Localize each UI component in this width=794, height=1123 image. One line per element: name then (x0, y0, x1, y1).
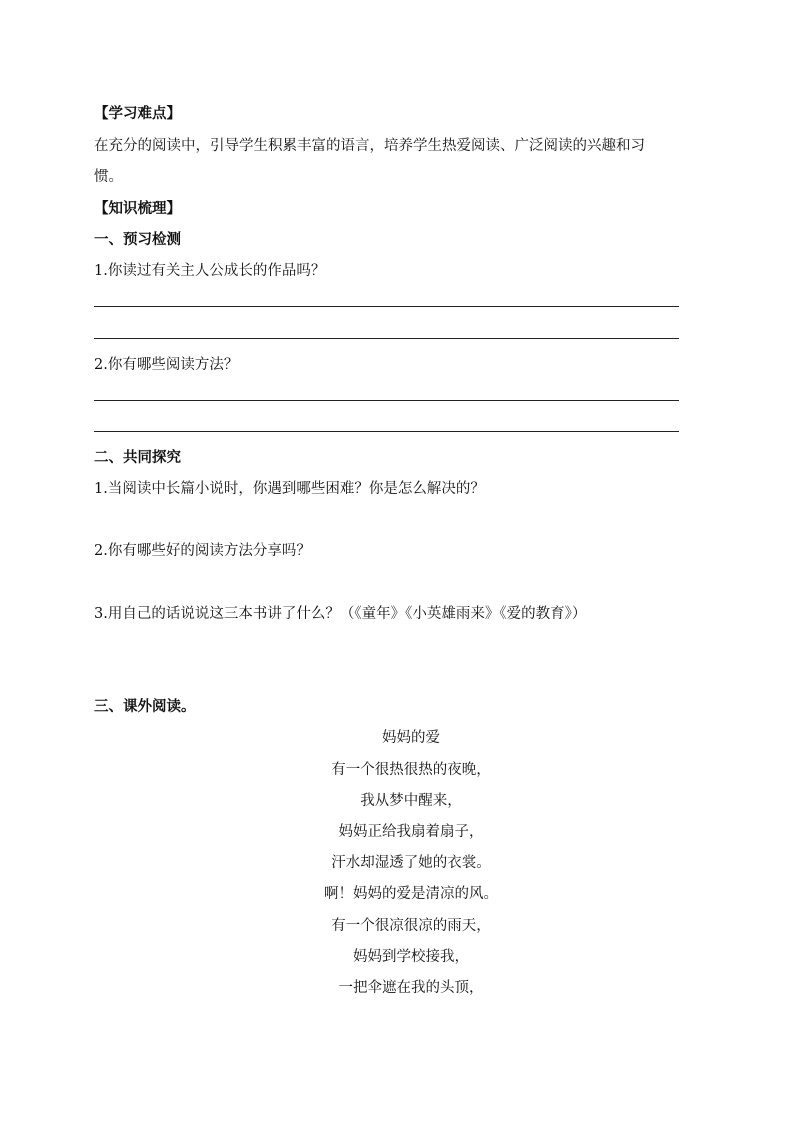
explore-question-3: 3.用自己的话说说这三本书讲了什么？（《童年》《小英雄雨来》《爱的教育》） (94, 606, 587, 622)
poem-line: 妈妈正给我扇着扇子， (338, 824, 484, 840)
poem-title: 妈妈的爱 (382, 730, 440, 746)
answer-line (94, 431, 679, 432)
answer-line (94, 400, 679, 401)
subsection-heading-reading: 三、课外阅读。 (94, 699, 196, 715)
poem-line: 汗水却湿透了她的衣裳。 (331, 855, 491, 871)
difficulty-text-line-2: 惯。 (94, 169, 123, 185)
answer-line (94, 306, 679, 307)
explore-question-1: 1.当阅读中长篇小说时，你遇到哪些困难？你是怎么解决的？ (94, 481, 485, 497)
poem-line: 一把伞遮在我的头顶， (338, 980, 484, 996)
section-heading-difficulty: 【学习难点】 (94, 106, 181, 122)
poem-line: 妈妈到学校接我， (353, 949, 469, 965)
subsection-heading-preview: 一、预习检测 (94, 232, 181, 248)
preview-question-2: 2.你有哪些阅读方法？ (94, 357, 239, 373)
section-heading-knowledge: 【知识梳理】 (94, 201, 181, 217)
subsection-heading-explore: 二、共同探究 (94, 450, 181, 466)
difficulty-text-line-1: 在充分的阅读中，引导学生积累丰富的语言，培养学生热爱阅读、广泛阅读的兴趣和习 (94, 138, 645, 154)
poem-line: 有一个很热很热的夜晚， (331, 762, 491, 778)
poem-line: 我从梦中醒来， (360, 793, 462, 809)
answer-line (94, 338, 679, 339)
poem-line: 啊！妈妈的爱是清凉的风。 (324, 886, 498, 902)
poem-line: 有一个很凉很凉的雨天， (331, 918, 491, 934)
preview-question-1: 1.你读过有关主人公成长的作品吗？ (94, 263, 326, 279)
explore-question-2: 2.你有哪些好的阅读方法分享吗？ (94, 543, 311, 559)
